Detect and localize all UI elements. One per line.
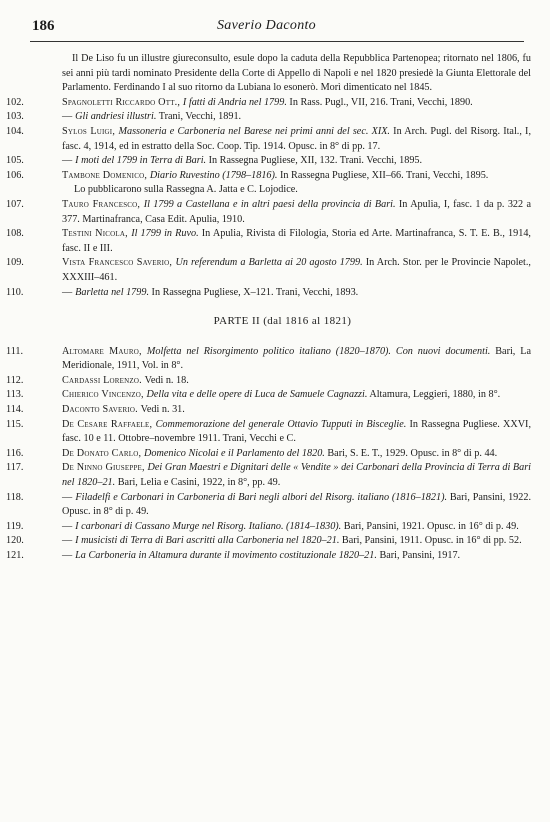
bibliography-entry bbox=[6, 461, 531, 490]
bibliography-entry bbox=[6, 345, 531, 374]
entry-title: Il 1799 in Ruvo. bbox=[131, 228, 199, 240]
entry-author: — bbox=[62, 286, 76, 298]
entry-author: Sylos Luigi, bbox=[62, 125, 119, 137]
entry-title: Barletta nel 1799. bbox=[75, 286, 149, 298]
entry-number: 105. bbox=[6, 155, 24, 167]
entry-publication: Altamura, Leggieri, 1880, in 8°. bbox=[367, 389, 501, 401]
bibliography-entry bbox=[6, 403, 531, 418]
entry-publication: In Rassegna Pugliese, XII, 132. Trani. Vecchi, 1895. bbox=[206, 155, 423, 167]
entry-number: 103. bbox=[6, 111, 24, 123]
entry-number: 117. bbox=[6, 462, 24, 474]
page-header bbox=[32, 18, 526, 40]
entry-author: Altomare Mauro, bbox=[62, 345, 147, 357]
entry-number: 118. bbox=[6, 491, 24, 503]
entry-title: Filadelfi e Carbonari in Carboneria di Bari negli albori del Risorg. italiano (1816–1821). bbox=[75, 491, 448, 503]
entry-number: 108. bbox=[6, 228, 24, 240]
entry-number: 116. bbox=[6, 447, 24, 459]
entry-publication: In Rassegna Pugliese, XII–66. Trani, Vecchi, 1895. bbox=[277, 169, 489, 181]
entry-publication: Bari, Pansini, 1917. bbox=[376, 550, 461, 561]
entry-author: De Donato Carlo, bbox=[62, 447, 145, 459]
entry-author: — bbox=[62, 111, 76, 123]
entry-author: — bbox=[62, 155, 76, 167]
entry-publication: In Apulia, Rivista di Filologia, Storia ed Arte. Martinafranca, S. T. E. B., 1914, fasc. II e III. bbox=[62, 228, 531, 254]
entry-title: I musicisti di Terra di Bari ascritti alla Carboneria nel 1820–21. bbox=[75, 535, 340, 547]
part-heading: PARTE II (dal 1816 al 1821) bbox=[213, 315, 352, 328]
entry-title: Della vita e delle opere di Luca de Samuele Cagnazzi. bbox=[146, 389, 368, 401]
entry-number: 109. bbox=[6, 257, 24, 269]
entry-list-part-1 bbox=[6, 96, 531, 184]
entry-number: 104. bbox=[6, 125, 24, 137]
bibliography-entry bbox=[6, 491, 531, 520]
bibliography-entry bbox=[6, 447, 531, 462]
entry-number: 120. bbox=[6, 535, 24, 547]
entry-title: Un referendum a Barletta ai 20 agosto 1799. bbox=[175, 257, 363, 269]
entry-author: Tambone Domenico, bbox=[62, 169, 150, 181]
entry-number: 113. bbox=[6, 389, 24, 401]
entry-title: Molfetta nel Risorgimento politico italiano (1820–1870). Con nuovi documenti. bbox=[146, 345, 491, 357]
entry-title: I moti del 1799 in Terra di Bari. bbox=[75, 155, 207, 167]
entry-publication: In Rass. Pugl., VII, 216. Trani, Vecchi, 1890. bbox=[286, 96, 473, 108]
entry-author: De Ninno Giuseppe, bbox=[62, 462, 148, 474]
bibliography-body bbox=[6, 52, 531, 564]
entry-publication: Bari, La Meridionale, 1911, Vol. in 8°. bbox=[62, 345, 531, 372]
entry-title: Domenico Nicolai e il Parlamento del 1820. bbox=[144, 447, 325, 459]
entry-title: Dei Gran Maestri e Dignitari delle « Vendite » dei Carbonari della Provincia di Terra di Bari nel 1820–21. bbox=[62, 462, 531, 489]
entry-author: Daconto Saverio. bbox=[62, 404, 141, 416]
entry-author: — bbox=[62, 491, 76, 503]
entry-publication: Vedi n. 31. bbox=[140, 404, 185, 416]
entry-publication: Bari, Pansini, 1921. Opusc. in 16° di p. 49. bbox=[341, 520, 519, 532]
bibliography-entry bbox=[6, 125, 531, 154]
entry-author: — bbox=[62, 550, 76, 561]
bibliography-entry bbox=[6, 418, 531, 447]
running-head: Saverio Daconto bbox=[217, 18, 316, 33]
entry-title: Diario Ruvestino (1798–1816). bbox=[149, 169, 278, 181]
bibliography-entry bbox=[6, 256, 531, 285]
entry-author: De Cesare Raffaele, bbox=[62, 418, 156, 430]
bibliography-entry bbox=[6, 110, 531, 125]
entry-number: 121. bbox=[6, 550, 24, 561]
bibliography-entry bbox=[6, 96, 531, 111]
bibliography-entry bbox=[6, 227, 531, 256]
bibliography-entry bbox=[6, 154, 531, 169]
entry-publication: In Rassegna Pugliese. XXVI, fasc. 10 e 11. Ottobre–novembre 1911. Trani, Vecchi e C. bbox=[62, 418, 531, 445]
entry-number: 110. bbox=[6, 286, 24, 298]
entry-title: Il 1799 a Castellana e in altri paesi della provincia di Bari. bbox=[143, 198, 396, 210]
entry-number: 114. bbox=[6, 404, 24, 416]
entry-author: Tauro Francesco, bbox=[62, 198, 144, 210]
bibliography-entry bbox=[6, 198, 531, 227]
entry-publication: In Apulia, I, fasc. 1 da p. 322 a 377. Martinafranca, Casa Edit. Apulia, 1910. bbox=[62, 198, 531, 225]
entry-author: Spagnoletti Riccardo Ott., bbox=[62, 96, 183, 108]
header-rule bbox=[30, 41, 524, 42]
entry-publication: Bari, Lelia e Casini, 1922, in 8°, pp. 49. bbox=[115, 477, 281, 489]
entry-publication: Vedi n. 18. bbox=[144, 374, 189, 386]
entry-title: Gli andriesi illustri. bbox=[75, 111, 157, 123]
bibliography-entry bbox=[6, 549, 531, 564]
entry-author: Testini Nicola, bbox=[62, 228, 132, 240]
bibliography-entry bbox=[6, 286, 531, 301]
entry-publication: Bari, Pansini, 1922. Opusc. in 8° di p. 49. bbox=[62, 491, 531, 518]
entry-number: 106. bbox=[6, 169, 24, 181]
page-number: 186 bbox=[32, 18, 55, 34]
entry-publication: In Rassegna Pugliese, X–121. Trani, Vecchi, 1893. bbox=[149, 286, 359, 298]
bibliography-entry bbox=[6, 374, 531, 389]
entry-number: 115. bbox=[6, 418, 24, 430]
entry-list-part-1b bbox=[6, 198, 531, 300]
entry-author: Cardassi Lorenzo. bbox=[62, 374, 145, 386]
bibliography-entry bbox=[6, 169, 531, 184]
entry-publication: Trani, Vecchi, 1891. bbox=[156, 111, 242, 123]
entry-author: — bbox=[62, 535, 76, 547]
entry-author: — bbox=[62, 520, 76, 532]
entry-publication: Bari, Pansini, 1911. Opusc. in 16° di pp. 52. bbox=[339, 535, 522, 547]
bibliography-entry bbox=[6, 520, 531, 535]
entry-publication: In Arch. Pugl. del Risorg. Ital., I, fasc. 4, 1914, ed in estratto della Soc. Coop. Tip. 1914. Opusc. in 8° di pp. 17. bbox=[62, 125, 531, 152]
entry-number: 107. bbox=[6, 198, 24, 210]
intro-paragraph: Il De Liso fu un illustre giureconsulto, esule dopo la caduta della Repubblica Partenopea; ritornato nel 1806, fu sei anni più tardi nominato Presidente della Corte di Appello di Napoli e nel 1820 presiedè la Giunta Elettorale del Parlamento. Ferdinando I al suo ritorno da Lubiana lo esonerò. Morì dimenticato nel 1845. bbox=[62, 53, 531, 94]
entry-title: I fatti di Andria nel 1799. bbox=[182, 96, 287, 108]
entry-title: La Carboneria in Altamura durante il movimento costituzionale 1820–21. bbox=[75, 550, 377, 561]
entry-publication: Bari, S. E. T., 1929. Opusc. in 8° di p. 44. bbox=[324, 447, 498, 459]
entry-title: Commemorazione del generale Ottavio Tupputi in Bisceglie. bbox=[155, 418, 407, 430]
entry-author: Vista Francesco Saverio, bbox=[62, 257, 176, 269]
entry-author: Chierico Vincenzo, bbox=[62, 389, 147, 401]
entry-title: Massoneria e Carboneria nel Barese nei primi anni del sec. XIX. bbox=[118, 125, 390, 137]
bibliography-entry bbox=[6, 388, 531, 403]
entry-publication: In Arch. Stor. per le Provincie Napolet., XXXIII–461. bbox=[62, 257, 531, 283]
bibliography-entry bbox=[6, 534, 531, 549]
entry-number: 112. bbox=[6, 374, 24, 386]
entry-number: 119. bbox=[6, 520, 24, 532]
entry-number: 102. bbox=[6, 96, 24, 108]
entry-list-part-2 bbox=[6, 345, 531, 564]
entry-note: Lo pubblicarono sulla Rassegna A. Jatta e C. Lojodice. bbox=[74, 184, 298, 196]
entry-number: 111. bbox=[6, 345, 24, 357]
entry-title: I carbonari di Cassano Murge nel Risorg. Italiano. (1814–1830). bbox=[75, 520, 342, 532]
